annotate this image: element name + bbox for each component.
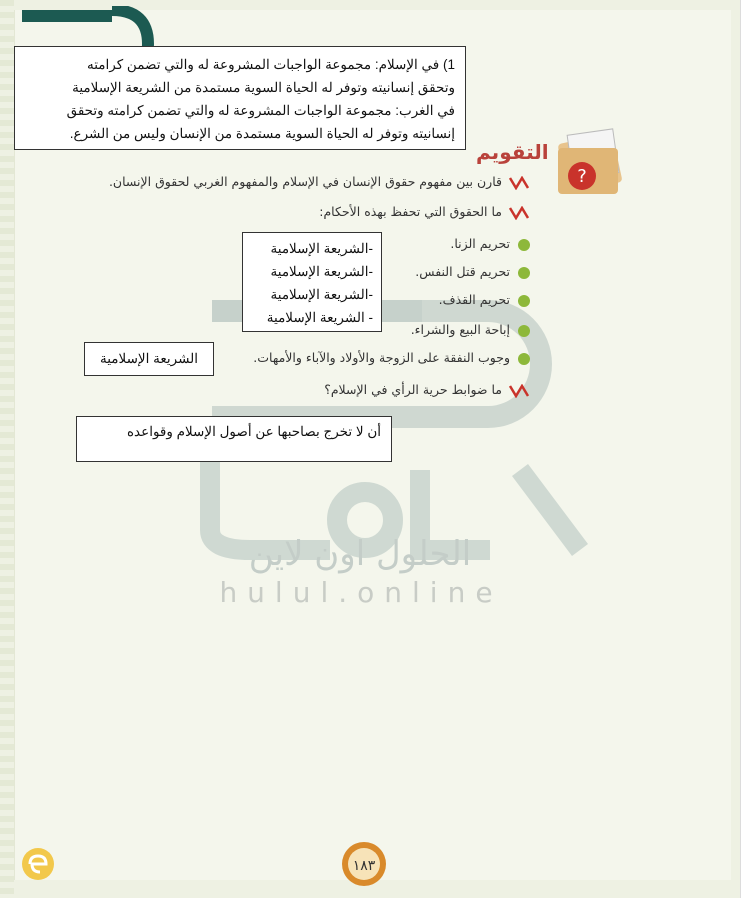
answer1-line: وتحقق إنسانيته وتوفر له الحياة السوية مستمدة من الشريعة الإسلامية [72,80,455,95]
question-number-icon [508,176,530,190]
answer-box-3: الشريعة الإسلامية [84,342,214,376]
question-1 [109,174,530,190]
svg-text:?: ? [577,166,587,187]
answer1-line: إنسانيته وتوفر له الحياة السوية مستمدة من الإنسان وليس من الشرع. [69,126,455,141]
page-right-edge [740,0,756,898]
bullet-icon [518,325,530,337]
page-ornament [0,0,14,898]
folder-question-icon [552,128,628,200]
question-3 [324,382,530,398]
question-number-icon [508,206,530,220]
page-number-text: ١٨٣ [352,858,376,874]
answer-box-4: أن لا تخرج بصاحبها عن أصول الإسلام وقواعده [76,416,392,462]
sub-item-text: إباحة البيع والشراء. [410,322,510,337]
question-1-text: قارن بين مفهوم حقوق الإنسان في الإسلام والمفهوم الغربي لحقوق الإنسان. [108,174,502,189]
answer2-line: -الشريعة الإسلامية [270,287,373,302]
section-title: التقويم [476,140,549,164]
answer1-line: 1) في الإسلام: مجموعة الواجبات المشروعة له والتي تضمن كرامته [87,57,455,72]
watermark-latin: hulul.online [219,576,503,609]
page-number-badge [340,840,388,888]
answer1-line: في الغرب: مجموعة الواجبات المشروعة له والتي تضمن كرامته وتحقق [66,103,455,118]
question-number-icon [508,384,530,398]
bullet-icon [518,267,530,279]
bullet-icon [518,239,530,251]
sub-item-b [415,264,530,279]
answer-box-1 [14,46,466,150]
sub-item-c [439,292,530,307]
bullet-icon [518,295,530,307]
question-2-text: ما الحقوق التي تحفظ بهذه الأحكام: [319,204,502,219]
question-2 [319,204,530,220]
sub-item-e [253,350,530,365]
bullet-icon [518,353,530,365]
answer-box-2 [242,232,382,332]
answer2-line: -الشريعة الإسلامية [270,264,373,279]
sub-item-text: تحريم قتل النفس. [415,264,510,279]
answer2-line: -الشريعة الإسلامية [270,241,373,256]
sub-item-d [411,322,530,337]
watermark-arabic: الحلول اون لاين [248,534,472,574]
sub-item-text: وجوب النفقة على الزوجة والأولاد والآباء والأمهات. [253,350,510,365]
sub-item-text: تحريم القذف. [438,292,510,307]
corner-logo-icon [18,844,58,884]
answer2-line: - الشريعة الإسلامية [266,310,373,325]
sub-item-a [450,236,530,251]
sub-item-text: تحريم الزنا. [450,236,510,251]
question-3-text: ما ضوابط حرية الرأي في الإسلام؟ [324,382,502,397]
